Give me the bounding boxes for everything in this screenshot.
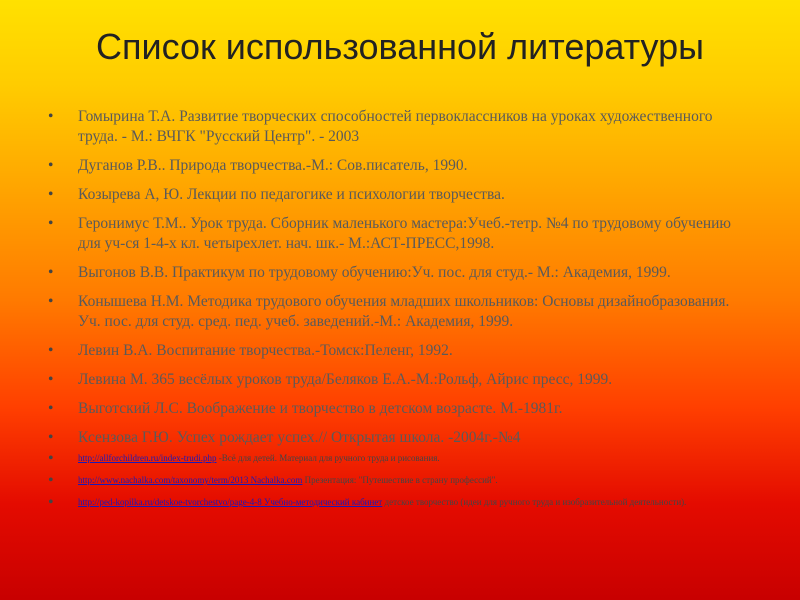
web-link-item: [48, 491, 748, 513]
reference-item: • Ксензова Г.Ю. Успех рождает успех.// Открытая школа. -2004г.-№4: [48, 428, 748, 448]
web-link-item: [48, 469, 748, 491]
reference-item: • Геронимус Т.М.. Урок труда. Сборник маленького мастера:Учеб.-тетр. №4 по трудовому обучению для уч-ся 1-4-х кл. четырехлет. нач. шк.- М.:АСТ-ПРЕСС,1998.: [48, 214, 748, 254]
reference-item: • Конышева Н.М. Методика трудового обучения младших школьников: Основы дизайнобразования. Уч. пос. для студ. сред. пед. учеб. заведений.-М.: Академия, 1999.: [48, 292, 748, 332]
web-link-url[interactable]: http://www.nachalka.com/taxonomy/term/2013 Nachalka.com: [78, 475, 303, 485]
reference-list: [48, 107, 748, 457]
web-link-description: Презентация: "Путешествие в страну профессий".: [302, 475, 498, 485]
reference-item: • Выгонов В.В. Практикум по трудовому обучению:Уч. пос. для студ.- М.: Академия, 1999.: [48, 263, 748, 283]
web-link-description: детское творчество (идеи для ручного труда и изобразительной деятельности).: [382, 497, 687, 507]
web-link-item: [48, 447, 748, 469]
reference-item: • Левин В.А. Воспитание творчества.-Томск:Пеленг, 1992.: [48, 341, 748, 361]
web-link-url[interactable]: http://allforchildren.ru/index-trudi.php: [78, 453, 217, 463]
reference-item: • Выготский Л.С. Воображение и творчество в детском возрасте. М.-1981г.: [48, 399, 748, 419]
reference-item: • Гомырина Т.А. Развитие творческих способностей первоклассников на уроках художественного труда. - М.: ВЧГК "Русский Центр". - 2003: [48, 107, 748, 147]
reference-item: • Козырева А, Ю. Лекции по педагогике и психологии творчества.: [48, 185, 748, 205]
reference-item: • Дуганов Р.В.. Природа творчества.-М.: Сов.писатель, 1990.: [48, 156, 748, 176]
slide-title: Список использованной литературы: [96, 26, 704, 67]
reference-item: • Левина М. 365 весёлых уроков труда/Беляков Е.А.-М.:Рольф, Айрис пресс, 1999.: [48, 370, 748, 390]
web-link-description: -Всё для детей. Материал для ручного труда и рисования.: [216, 453, 440, 463]
web-links-list: [48, 447, 748, 513]
web-link-url[interactable]: http://ped-kopilka.ru/detskoe-tvorchestvo/page-4-8 Учебно-методический кабинет: [78, 497, 383, 507]
